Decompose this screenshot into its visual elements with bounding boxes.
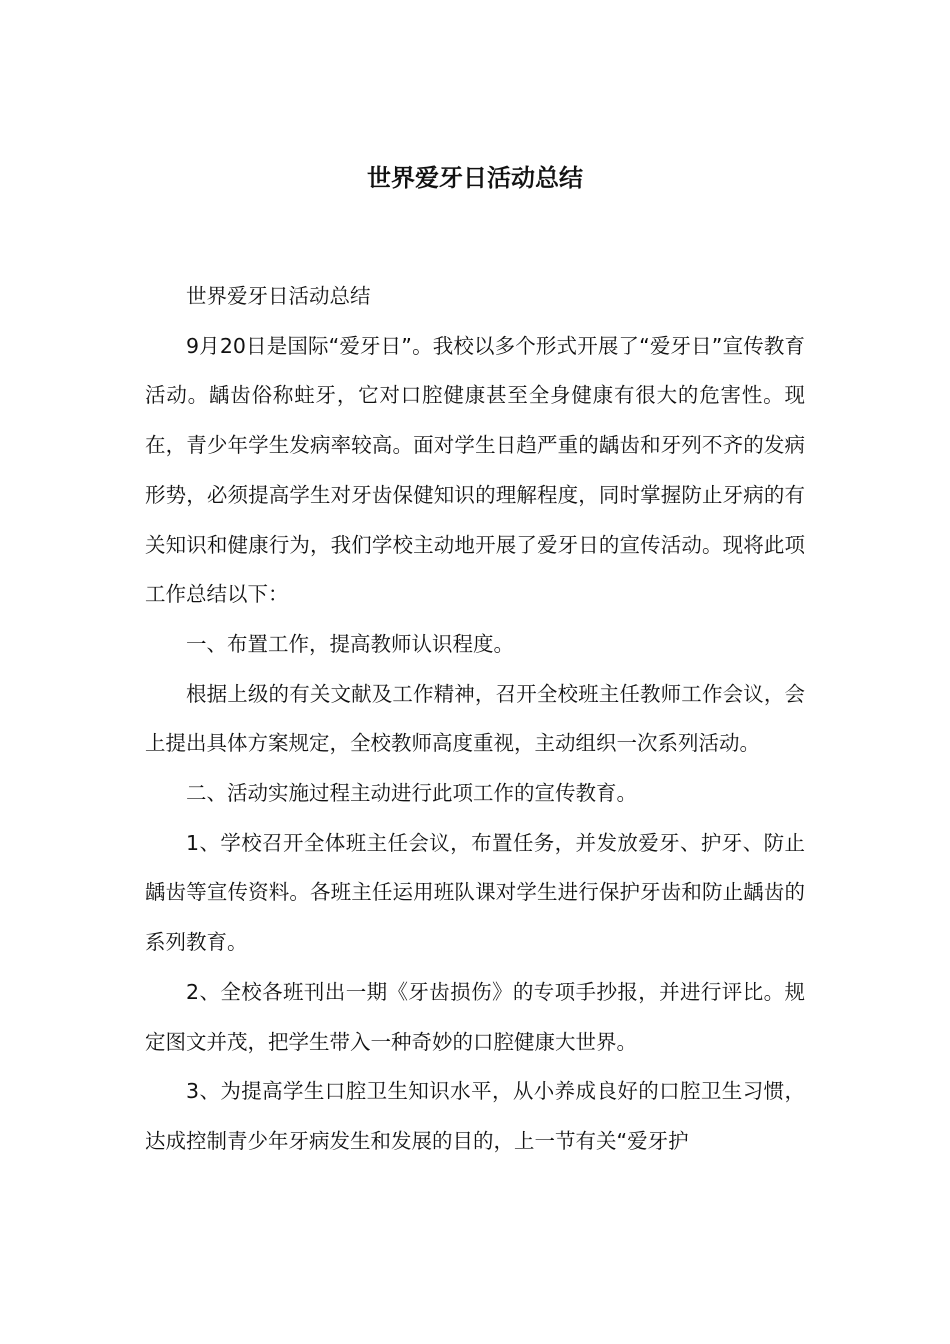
paragraph: 根据上级的有关文献及工作精神，召开全校班主任教师工作会议，会上提出具体方案规定，全校教师高度重视，主动组织一次系列活动。 xyxy=(145,681,805,756)
paragraph: 9月20日是国际“爱牙日”。我校以多个形式开展了“爱牙日”宣传教育活动。龋齿俗称蛀牙，它对口腔健康甚至全身健康有很大的危害性。现在，青少年学生发病率较高。面对学生日趋严重的龋齿和牙列不齐的发病形势，必须提高学生对牙齿保健知识的理解程度，同时掌握防止牙病的有关知识和健康行为，我们学校主动地开展了爱牙日的宣传活动。现将此项工作总结以下： xyxy=(145,333,805,607)
document-title: 世界爱牙日活动总结 xyxy=(367,164,583,192)
paragraph: 3、为提高学生口腔卫生知识水平，从小养成良好的口腔卫生习惯，达成控制青少年牙病发生和发展的目的，上一节有关“爱牙护 xyxy=(145,1079,805,1153)
paragraph: 1、学校召开全体班主任会议，布置任务，并发放爱牙、护牙、防止龋齿等宣传资料。各班主任运用班队课对学生进行保护牙齿和防止龋齿的系列教育。 xyxy=(145,830,805,955)
document-body xyxy=(145,272,805,1167)
paragraph: 2、全校各班刊出一期《牙齿损伤》的专项手抄报，并进行评比。规定图文并茂，把学生带入一种奇妙的口腔健康大世界。 xyxy=(145,979,805,1054)
section-heading: 二、活动实施过程主动进行此项工作的宣传教育。 xyxy=(186,781,637,806)
section-heading: 一、布置工作，提高教师认识程度。 xyxy=(186,631,514,656)
paragraph: 世界爱牙日活动总结 xyxy=(186,284,371,308)
